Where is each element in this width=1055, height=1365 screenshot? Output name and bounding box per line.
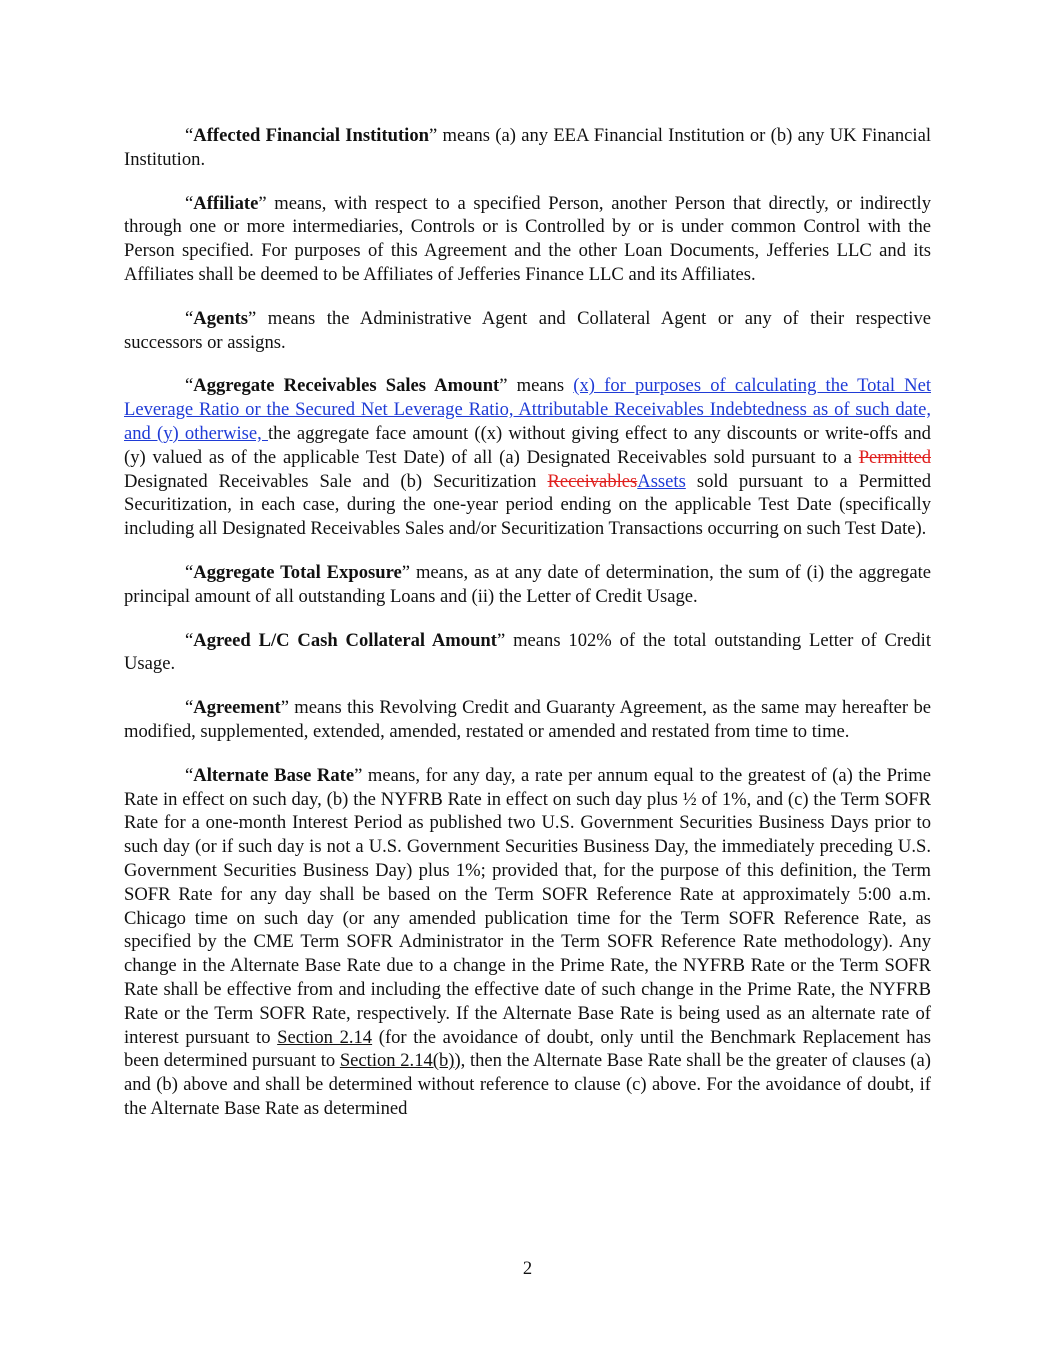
- definition-text: means 102% of the total outstanding Letter of Credit Usage.: [124, 629, 931, 675]
- section-reference: Section 2.14(b): [339, 1050, 455, 1072]
- definition-text: means (a) any EEA Financial Institution or (b) any UK Financial Institution.: [124, 125, 932, 170]
- defined-term: Affiliate: [193, 192, 259, 214]
- definition-text: sold pursuant to a Permitted Securitization, in each case, during the one-year period ending on the applicable Test Date (specifically including all Designated Receivables Sales and/or Securitization Transactions occurring on such Test Date).: [124, 470, 931, 540]
- definition-text: Designated Receivables Sale and (b) Securitization: [124, 470, 548, 492]
- definition-text: means: [516, 375, 574, 397]
- definition-text: means the Administrative Agent and Collateral Agent or any of their respective successors or assigns.: [124, 307, 931, 353]
- definition-agents: “Agents” means the Administrative Agent and Collateral Agent or any of their respective successors or assigns.: [124, 307, 931, 353]
- deleted-text: Receivables: [547, 470, 638, 492]
- inserted-text: Assets: [637, 470, 686, 492]
- defined-term: Affected Financial Institution: [193, 125, 429, 146]
- deleted-text: Permitted: [858, 446, 931, 468]
- definition-text: means, with respect to a specified Person, another Person that directly, or indirectly through one or more intermediaries, Controls or is Controlled by or is under common Control with the Person specified. For purposes of this Agreement and the other Loan Documents, Jefferies LLC and its Affiliates shall be deemed to be Affiliates of Jefferies Finance LLC and its Affiliates.: [124, 192, 931, 285]
- definition-text: means, as at any date of determination, the sum of (i) the aggregate principal amount of all outstanding Loans and (ii) the Letter of Credit Usage.: [124, 561, 932, 607]
- definition-affected-financial-institution: “Affected Financial Institution” means (a) any EEA Financial Institution or (b) any UK Financial Institution.: [124, 125, 932, 170]
- page-number: 2: [522, 1258, 533, 1279]
- definition-text: means, for any day, a rate per annum equal to the greatest of (a) the Prime Rate in effect on such day, (b) the NYFRB Rate in effect on such day plus ½ of 1%, and (c) the Term SOFR Rate for a one-month Interest Period as published two U.S. Government Securities Business Days prior to such day (or if such day is not a U.S. Government Securities Business Day, the immediately preceding U.S. Government Securities Business Day) plus 1%; provided that, for the purpose of this definition, the Term SOFR Rate for any day shall be based on the Term SOFR Reference Rate at approximately 5:00 a.m. Chicago time on such day (or any amended publication time for the Term SOFR Reference Rate, as specified by the CME Term SOFR Administrator in the Term SOFR Reference Rate methodology). Any change in the Alternate Base Rate due to a change in the Prime Rate, the NYFRB Rate or the Term SOFR Rate shall be effective from and including the effective date of such change in the Prime Rate, the NYFRB Rate or the Term SOFR Rate, respectively. If the Alternate Base Rate is being used as an alternate rate of interest pursuant to: [124, 764, 932, 1048]
- definition-aggregate-receivables-sales-amount: “Aggregate Receivables Sales Amount” means (x) for purposes of calculating the Total Net Leverage Ratio or the Secured Net Leverage Ratio, Attributable Receivables Indebtedness as of such date, and (y) otherwise, the aggregate face amount ((x) without giving effect to any discounts or write-offs and (y) valued as of the applicable Test Date) of all (a) Designated Receivables sold pursuant to a Permitted Designated Receivables Sale and (b) Securitization ReceivablesAssets sold pursuant to a Permitted Securitization, in each case, during the one-year period ending on the applicable Test Date (specifically including all Designated Receivables Sales and/or Securitization Transactions occurring on such Test Date).: [124, 375, 931, 540]
- defined-term: Alternate Base Rate: [193, 764, 355, 786]
- definition-text: means this Revolving Credit and Guaranty Agreement, as the same may hereafter be modified, supplemented, extended, amended, restated or amended and restated from time to time.: [124, 697, 931, 742]
- inserted-text: (x) for purposes of calculating the Total Net Leverage Ratio or the Secured Net Leverage Ratio, Attributable Receivables Indebtedness as of such date, and (y) otherwise,: [124, 375, 931, 444]
- definition-alternate-base-rate: “Alternate Base Rate” means, for any day, a rate per annum equal to the greatest of (a) the Prime Rate in effect on such day, (b) the NYFRB Rate in effect on such day plus ½ of 1%, and (c) the Term SOFR Rate for a one-month Interest Period as published two U.S. Government Securities Business Days prior to such day (or if such day is not a U.S. Government Securities Business Day, the immediately preceding U.S. Government Securities Business Day) plus 1%; provided that, for the purpose of this definition, the Term SOFR Rate for any day shall be based on the Term SOFR Reference Rate at approximately 5:00 a.m. Chicago time on such day (or any amended publication time for the Term SOFR Reference Rate, as specified by the CME Term SOFR Administrator in the Term SOFR Reference Rate methodology). Any change in the Alternate Base Rate due to a change in the Prime Rate, the NYFRB Rate or the Term SOFR Rate shall be effective from and including the effective date of such change in the Prime Rate, the NYFRB Rate or the Term SOFR Rate, respectively. If the Alternate Base Rate is being used as an alternate rate of interest pursuant to Section 2.14 (for the avoidance of doubt, only until the Benchmark Replacement has been determined pursuant to Section 2.14(b)), then the Alternate Base Rate shall be the greater of clauses (a) and (b) above and shall be determined without reference to clause (c) above. For the avoidance of doubt, if the Alternate Base Rate as determined: [124, 764, 932, 1119]
- defined-term: Agreement: [193, 697, 281, 719]
- defined-term: Aggregate Receivables Sales Amount: [193, 375, 500, 397]
- defined-term: Agents: [193, 307, 249, 329]
- document-body: [124, 124, 931, 1141]
- defined-term: Aggregate Total Exposure: [193, 561, 402, 583]
- definition-aggregate-total-exposure: “Aggregate Total Exposure” means, as at any date of determination, the sum of (i) the aggregate principal amount of all outstanding Loans and (ii) the Letter of Credit Usage.: [124, 561, 932, 607]
- section-reference: Section 2.14: [277, 1026, 373, 1048]
- definition-agreement: “Agreement” means this Revolving Credit and Guaranty Agreement, as the same may hereafter be modified, supplemented, extended, amended, restated or amended and restated from time to time.: [124, 697, 931, 742]
- definition-text: ), then the Alternate Base Rate shall be the greater of clauses (a) and (b) above and shall be determined without reference to clause (c) above. For the avoidance of doubt, if the Alternate Base Rate as determined: [124, 1050, 931, 1119]
- defined-term: Agreed L/C Cash Collateral Amount: [193, 629, 497, 651]
- definition-text: the aggregate face amount ((x) without giving effect to any discounts or write-offs and (y) valued as of the applicable Test Date) of all (a) Designated Receivables sold pursuant to a: [124, 422, 931, 468]
- definition-agreed-lc-cash-collateral-amount: “Agreed L/C Cash Collateral Amount” means 102% of the total outstanding Letter of Credit Usage.: [124, 629, 931, 675]
- definition-affiliate: “Affiliate” means, with respect to a specified Person, another Person that directly, or indirectly through one or more intermediaries, Controls or is Controlled by or is under common Control with the Person specified. For purposes of this Agreement and the other Loan Documents, Jefferies LLC and its Affiliates shall be deemed to be Affiliates of Jefferies Finance LLC and its Affiliates.: [124, 192, 931, 285]
- definition-text: (for the avoidance of doubt, only until the Benchmark Replacement has been determined pursuant to: [124, 1026, 931, 1072]
